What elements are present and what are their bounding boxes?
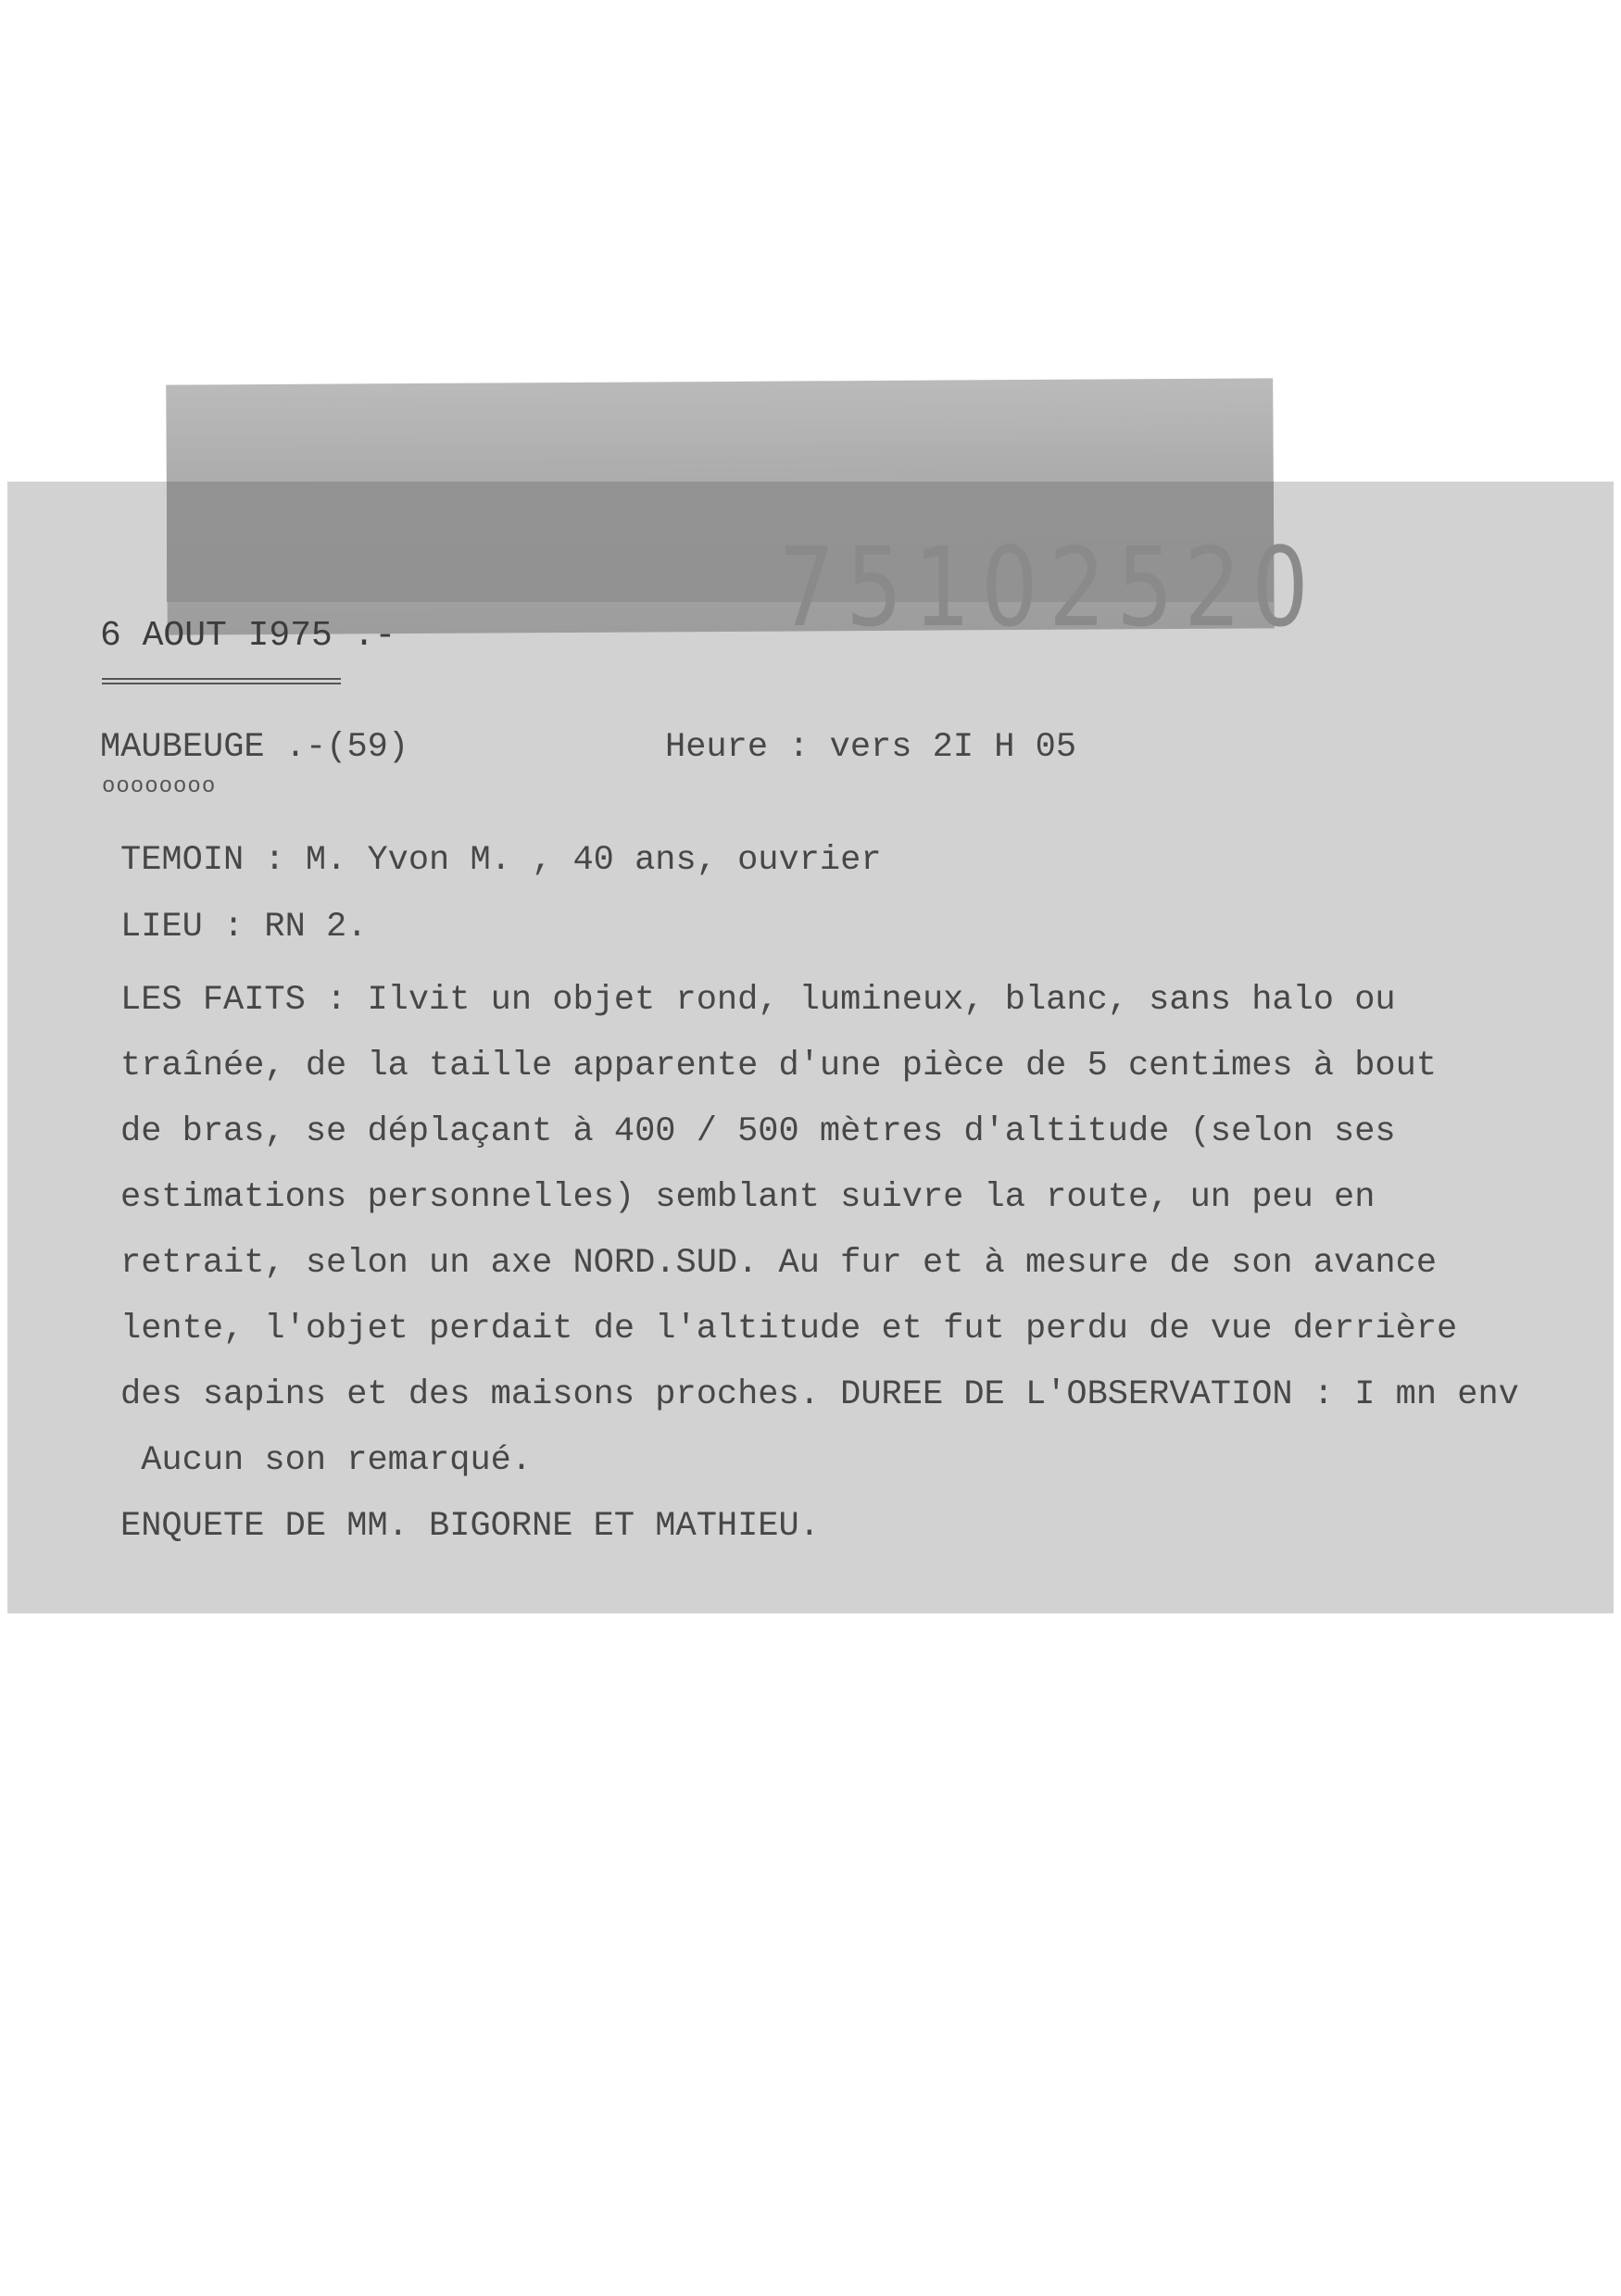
report-date: 6 AOUT I975 .- bbox=[100, 616, 396, 656]
facts-line: traînée, de la taille apparente d'une pièce de 5 centimes à bout bbox=[120, 1047, 1438, 1085]
facts-paragraph bbox=[120, 968, 1612, 1560]
facts-line: de bras, se déplaçant à 400 / 500 mètres d'altitude (selon ses bbox=[120, 1112, 1396, 1151]
facts-line: des sapins et des maisons proches. DUREE DE L'OBSERVATION : I mn env bbox=[120, 1375, 1519, 1414]
facts-line: estimations personnelles) semblant suivre la route, un peu en bbox=[120, 1178, 1376, 1217]
report-time: Heure : vers 2I H 05 bbox=[665, 728, 1077, 767]
stamp-number: 75102520 bbox=[778, 523, 1320, 651]
facts-line: Aucun son remarqué. bbox=[120, 1441, 533, 1480]
facts-line: LES FAITS : Ilvit un objet rond, lumineux, blanc, sans halo ou bbox=[120, 981, 1396, 1020]
facts-line: retrait, selon un axe NORD.SUD. Au fur et à mesure de son avance bbox=[120, 1244, 1438, 1283]
report-location: MAUBEUGE .-(59) bbox=[100, 728, 409, 767]
date-underline bbox=[102, 678, 341, 684]
location-underline: oooooooo bbox=[102, 774, 217, 799]
witness-line: TEMOIN : M. Yvon M. , 40 ans, ouvrier bbox=[120, 841, 882, 880]
place-line: LIEU : RN 2. bbox=[120, 908, 368, 947]
facts-line: lente, l'objet perdait de l'altitude et fut perdu de vue derrière bbox=[120, 1310, 1458, 1349]
investigators-line: ENQUETE DE MM. BIGORNE ET MATHIEU. bbox=[120, 1507, 820, 1546]
